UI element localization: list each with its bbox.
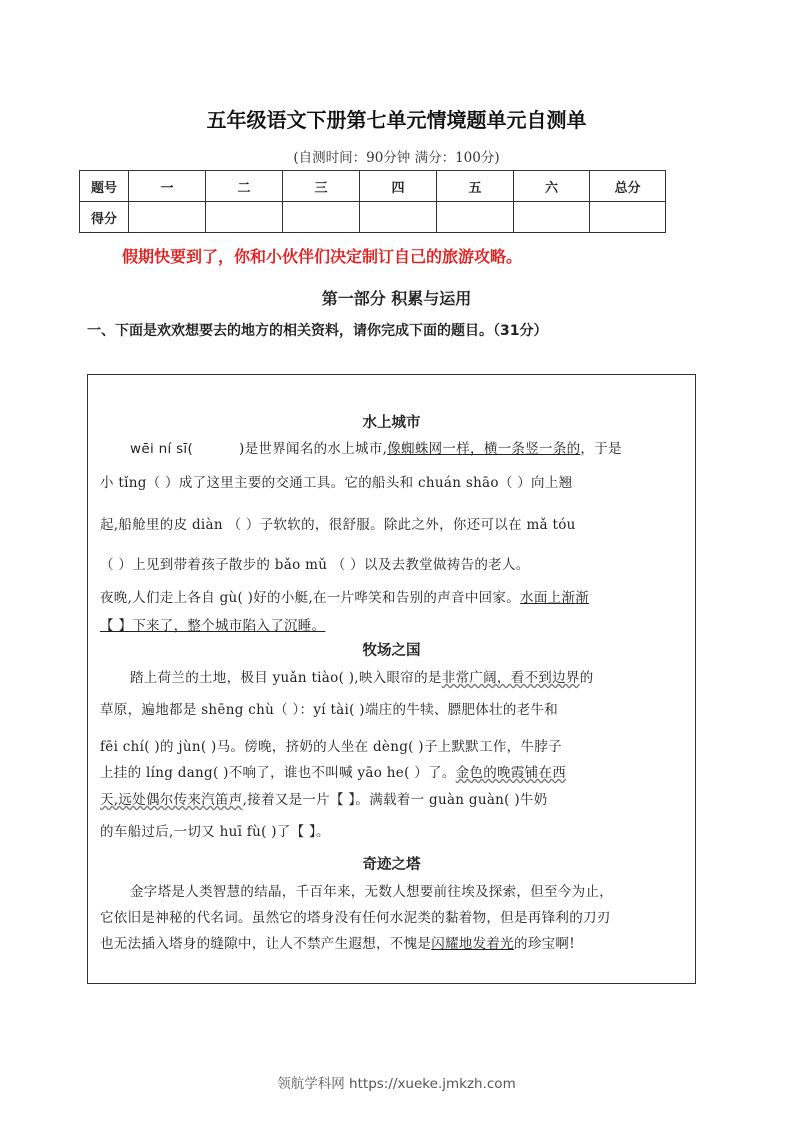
score-header-cell: 三 [283, 171, 360, 202]
underlined-phrase: 闪耀地发着光 [431, 936, 515, 952]
score-table-score-row [80, 202, 666, 233]
score-header-cell: 二 [206, 171, 283, 202]
score-header-cell: 五 [437, 171, 514, 202]
score-cell[interactable] [129, 202, 206, 233]
passage-line: 【 】下来了，整个城市陷入了沉睡。 [100, 618, 326, 634]
score-cell[interactable] [590, 202, 666, 233]
passage-text: ，于是 [580, 441, 622, 457]
passage-line [130, 666, 690, 686]
question-1-heading: 一、下面是欢欢想要去的地方的相关资料，请你完成下面的题目。（31分） [87, 323, 548, 339]
passage-line [100, 761, 690, 781]
scenario-intro: 假期快要到了，你和小伙伴们决定制订自己的旅游攻略。 [122, 247, 523, 266]
underlined-phrase: 水面上渐渐 [520, 590, 590, 606]
passage-line: 草原，遍地都是 shēng chù（ ）：yí tài( )端庄的牛犊、膘肥体壮的老牛和 [100, 702, 559, 718]
passage-line: （ ）上见到带着孩子散步的 bǎo mǔ （ ）以及去教堂做祷告的老人。 [100, 557, 530, 573]
passage-line: fēi chí( )的 jùn( )马。傍晚，挤奶的人坐在 dèng( )子上默默工作，牛脖子 [100, 739, 562, 755]
wavy-underlined-phrase: 天,远处偶尔传来汽笛声 [100, 792, 243, 808]
passage-title-water-city: 水上城市 [362, 415, 421, 431]
passage-text: 的 [579, 670, 594, 686]
score-cell[interactable] [283, 202, 360, 233]
passage-line: 的车船过后,一切又 huī fù( )了【 】。 [100, 824, 330, 840]
pinyin-text: wēi ní sī( [130, 441, 194, 457]
passage-line [100, 788, 690, 808]
passage-line [100, 586, 690, 606]
passage-line [100, 932, 690, 952]
wavy-underlined-phrase: 金色的晚霞铺在西 [455, 765, 567, 781]
score-table [79, 170, 666, 233]
passage-line: 它依旧是神秘的代名词。虽然它的塔身没有任何水泥类的黏着物，但是再锋利的刀刃 [100, 910, 611, 926]
score-table-header-row [80, 171, 666, 202]
wavy-underlined-phrase: 非常广阔，看不到边界 [441, 670, 580, 686]
score-header-cell: 一 [129, 171, 206, 202]
passage-text: )是世界闻名的水上城市, [239, 441, 388, 457]
passage-text: 踏上荷兰的土地，极目 yuǎn tiào( ),映入眼帘的是 [130, 670, 442, 686]
passage-text: 夜晚,人们走上各自 gù( )好的小艇,在一片哗笑和告别的声音中回家。 [100, 590, 521, 606]
score-header-cell: 题号 [80, 171, 129, 202]
passage-text: 上挂的 líng dang( )不响了，谁也不叫喊 yāo he( ）了。 [100, 765, 456, 781]
passage-line: 起,船舱里的皮 diàn （ ）子软软的，很舒服。除此之外，你还可以在 mǎ tóu [100, 517, 576, 533]
part-title: 第一部分 积累与运用 [321, 289, 472, 308]
footer-watermark: 领航学科网 https://xueke.jmkzh.com [277, 1076, 516, 1092]
passage-line [130, 437, 690, 457]
score-cell[interactable] [437, 202, 514, 233]
score-header-cell: 六 [514, 171, 590, 202]
page-title: 五年级语文下册第七单元情境题单元自测单 [206, 108, 587, 132]
score-header-cell: 四 [360, 171, 437, 202]
score-cell[interactable] [360, 202, 437, 233]
reading-material-box [87, 374, 696, 984]
underlined-phrase: 像蜘蛛网一样，横一条竖一条的 [387, 441, 581, 457]
passage-title-pasture-country: 牧场之国 [362, 643, 421, 659]
passage-title-miracle-tower: 奇迹之塔 [362, 857, 421, 873]
passage-text: 也无法插入塔身的缝隙中，让人不禁产生遐想，不愧是 [100, 936, 432, 952]
score-cell[interactable] [514, 202, 590, 233]
passage-text: ,接着又是一片【 】。满载着一 guàn guàn( )牛奶 [242, 792, 548, 808]
page-subtitle: (自测时间：90分钟 满分：100分) [293, 150, 500, 166]
passage-line: 金字塔是人类智慧的结晶，千百年来，无数人想要前往埃及探索，但至今为止， [130, 884, 613, 900]
score-cell[interactable] [206, 202, 283, 233]
passage-text: 的珍宝啊! [514, 936, 575, 952]
score-header-cell: 总分 [590, 171, 666, 202]
passage-line: 小 tǐng（ ）成了这里主要的交通工具。它的船头和 chuán shāo（ ）向上翘 [100, 475, 573, 491]
score-row-label: 得分 [80, 202, 129, 233]
